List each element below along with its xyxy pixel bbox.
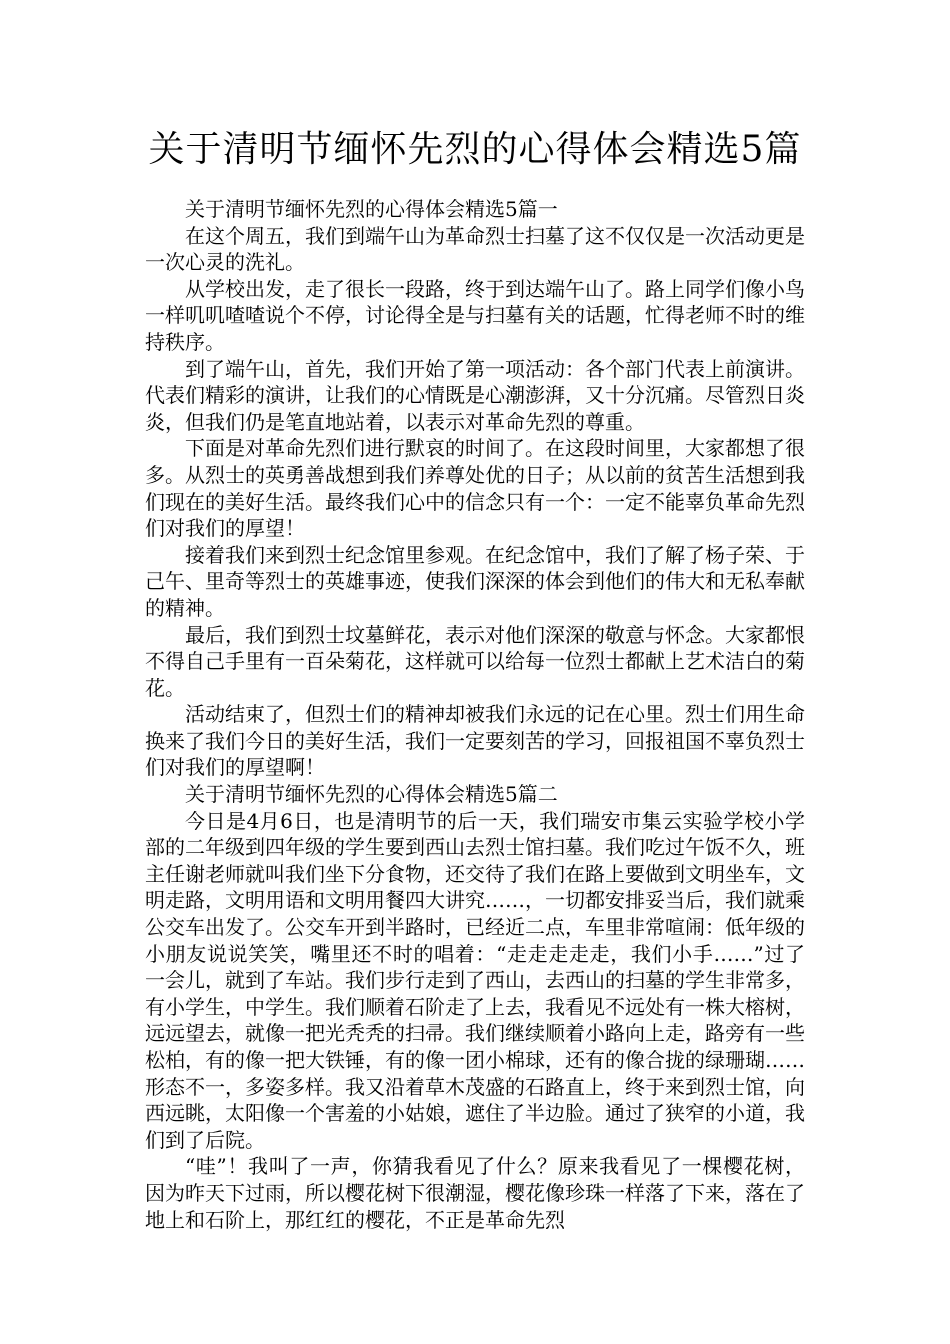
paragraph: “哇”！我叫了一声，你猜我看见了什么？原来我看见了一棵樱花树，因为昨天下过雨，所以樱花树下很潮湿，樱花像珍珠一样落了下来，落在了地上和石阶上，那红红的樱花，不正是革命先烈 [145, 1154, 805, 1232]
paragraph: 在这个周五，我们到端午山为革命烈士扫墓了这不仅仅是一次活动更是一次心灵的洗礼。 [145, 223, 805, 275]
paragraph: 到了端午山，首先，我们开始了第一项活动：各个部门代表上前演讲。代表们精彩的演讲，让我们的心情既是心潮澎湃，又十分沉痛。尽管烈日炎炎，但我们仍是笔直地站着，以表示对革命先烈的尊重。 [145, 356, 805, 434]
document-title: 关于清明节缅怀先烈的心得体会精选5篇 [148, 129, 802, 170]
section-heading-2: 关于清明节缅怀先烈的心得体会精选5篇二 [185, 782, 558, 807]
paragraph: 接着我们来到烈士纪念馆里参观。在纪念馆中，我们了解了杨子荣、于己午、里奇等烈士的英雄事迹，使我们深深的体会到他们的伟大和无私奉献的精神。 [145, 542, 805, 620]
paragraph: 活动结束了，但烈士们的精神却被我们永远的记在心里。烈士们用生命换来了我们今日的美好生活，我们一定要刻苦的学习，回报祖国不辜负烈士们对我们的厚望啊！ [145, 702, 805, 780]
paragraph: 最后，我们到烈士坟墓鲜花，表示对他们深深的敬意与怀念。大家都恨不得自己手里有一百朵菊花，这样就可以给每一位烈士都献上艺术洁白的菊花。 [145, 622, 805, 700]
document-page [145, 128, 805, 1233]
paragraph: 从学校出发，走了很长一段路，终于到达端午山了。路上同学们像小鸟一样叽叽喳喳说个不停，讨论得全是与扫墓有关的话题，忙得老师不时的维持秩序。 [145, 276, 805, 354]
section-heading-1: 关于清明节缅怀先烈的心得体会精选5篇一 [185, 197, 558, 221]
paragraph: 下面是对革命先烈们进行默哀的时间了。在这段时间里，大家都想了很多。从烈士的英勇善战想到我们养尊处优的日子；从以前的贫苦生活想到我们现在的美好生活。最终我们心中的信念只有一个：一定不能辜负革命先烈们对我们的厚望！ [145, 436, 805, 541]
paragraph: 今日是4月6日，也是清明节的后一天，我们瑞安市集云实验学校小学部的二年级到四年级的学生要到西山去烈士馆扫墓。我们吃过午饭不久，班主任谢老师就叫我们坐下分食物，还交待了我们在路上要做到文明坐车，文明走路，文明用语和文明用餐四大讲究……，一切都安排妥当后，我们就乘公交车出发了。公交车开到半路时，已经近二点，车里非常喧闹：低年级的小朋友说说笑笑，嘴里还不时的唱着：“走走走走走，我们小手……”过了一会儿，就到了车站。我们步行走到了西山，去西山的扫墓的学生非常多，有小学生，中学生。我们顺着石阶走了上去，我看见不远处有一株大榕树，远远望去，就像一把光秃秃的扫帚。我们继续顺着小路向上走，路旁有一些松柏，有的像一把大铁锤，有的像一团小棉球，还有的像合拢的绿珊瑚……形态不一，多姿多样。我又沿着草木茂盛的石路直上，终于来到烈士馆，向西远眺，太阳像一个害羞的小姑娘，遮住了半边脸。通过了狭窄的小道，我们到了后院。 [145, 808, 805, 1152]
